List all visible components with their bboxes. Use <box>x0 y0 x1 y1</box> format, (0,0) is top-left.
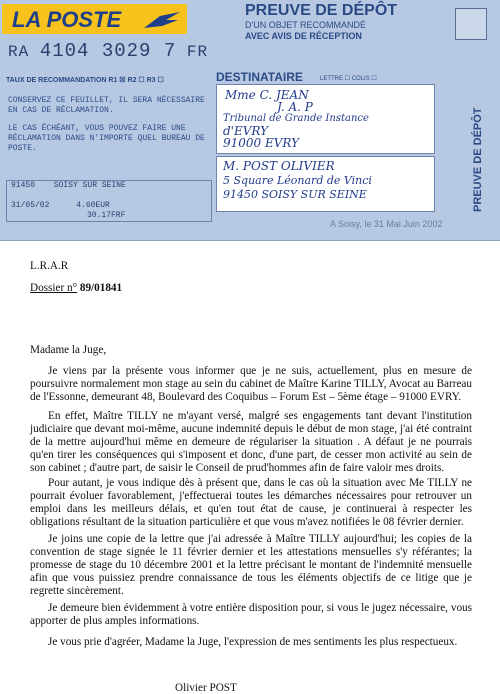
dossier-number: 89/01841 <box>79 282 123 294</box>
exp-line-3: 91450 SOISY SUR SEINE <box>223 188 367 201</box>
destinataire-options: LETTRE ☐ COLIS ☐ <box>320 76 377 82</box>
dest-line-1: Mme C. JEAN <box>225 88 309 102</box>
instruction-2: LE CAS ÉCHÉANT, VOUS POUVEZ FAIRE UNE RÉCLAMATION DANS N'IMPORTE QUEL BUREAU DE POSTE. <box>8 124 205 153</box>
lrar-line: L.R.A.R <box>30 260 69 272</box>
dest-line-3: Tribunal de Grande Instance <box>223 113 369 124</box>
dest-line-4: d'EVRY <box>223 124 268 138</box>
table-amount-frf: 30.17FRF <box>87 211 126 220</box>
table-amount: 4.60EUR <box>76 201 110 210</box>
dossier-label: Dossier n° <box>30 282 78 294</box>
exp-line-1: M. POST OLIVIER <box>223 159 335 173</box>
receipt-title: PREUVE DE DÉPÔT <box>245 2 398 19</box>
bird-icon <box>142 10 182 32</box>
receipt-subtitle-2: AVEC AVIS DE RÉCEPTION <box>245 31 362 41</box>
tracking-prefix: RA <box>8 43 30 61</box>
signature: Olivier POST <box>175 682 237 694</box>
tracking-digits: 4104 3029 7 <box>39 40 177 62</box>
stamp-box <box>455 8 487 40</box>
sender-address <box>216 156 435 212</box>
office-code: 91450 <box>11 181 36 190</box>
recipient-address <box>216 84 435 154</box>
side-label: PREUVE DE DÉPÔT <box>472 107 484 213</box>
tracking-suffix: FR <box>186 43 209 61</box>
paragraph-4: Je joins une copie de la lettre que j'ai adressée à Maître TILLY aujourd'hui; les copies de la convention de stage signée le 11 février dernier et les attestations mensuelles s'y référantes; la promesse de stage du 10 décembre 2001 et la lettre précisant le montant de l'indemnité mensuelle afin que vous puissiez prendre connaissance de tous les éléments objectifs de ce litige que je regrette sincèrement. <box>30 533 472 597</box>
receipt-subtitle-1: D'UN OBJET RECOMMANDÉ <box>245 20 367 30</box>
paragraph-1: Je viens par la présente vous informer que je ne suis, actuellement, plus en mesure de poursuivre normalement mon stage au sein du cabinet de Maître Karine TILLY, Avocat au Barreau de l'Essonne, demeurant 48, Boulevard des Coquibus – Forum Est – 5ème étage – 91000 EVRY. <box>30 365 472 403</box>
table-date: 31/05/02 <box>11 201 50 210</box>
dest-line-5: 91000 EVRY <box>223 136 300 150</box>
salutation: Madame la Juge, <box>30 344 107 356</box>
dossier-line <box>30 282 122 294</box>
paragraph-2: En effet, Maître TILLY ne m'ayant versé, malgré ses engagements tant devant l'institution judiciaire que devant moi-même, aucune indemnité depuis le début de mon stage, j'ai été contraint de la mettre aujourd'hui même en demeure de régulariser la situation . A défaut je ne pourrais qu'en tirer les conséquences qui s'imposent et donc, d'une part, de cesser mon activité au sein de son cabinet ; d'autre part, de saisir le Conseil de prud'hommes afin de faire valoir mes droits. <box>30 410 472 474</box>
paragraph-3: Pour autant, je vous indique dès à présent que, dans le cas où la situation avec Me TILLY ne pourrait évoluer favorablement, j'effectuerai toutes les démarches nécessaires pour retrouver un emploi dans les meilleurs délais, et qu'en tout état de cause, je continuerai à respecter les obligations résultant de la situation particulière et que vous m'avez notifiées le 08 février dernier. <box>30 477 472 528</box>
paragraph-5: Je demeure bien évidemment à votre entière disposition pour, si vous le jugez nécessaire, vous apporter de plus amples informations. <box>30 602 472 627</box>
recommande-receipt <box>0 0 500 241</box>
taux-recommandation: TAUX DE RECOMMANDATION R1 ☒ R2 ☐ R3 ☐ <box>6 77 164 84</box>
tracking-number <box>8 40 208 62</box>
la-poste-logo <box>2 4 187 34</box>
instructions <box>8 96 208 162</box>
instruction-1: CONSERVEZ CE FEUILLET, IL SERA NÉCESSAIRE EN CAS DE RÉCLAMATION. <box>8 96 205 115</box>
paragraph-6: Je vous prie d'agréer, Madame la Juge, l'expression de mes sentiments les plus respectueux. <box>48 636 458 648</box>
dest-line-2: J. A. P <box>277 100 313 114</box>
destinataire-label: DESTINATAIRE <box>216 70 303 84</box>
date-stamp: A Soisy, le 31 Mai Juin 2002 <box>330 219 443 229</box>
logo-text: LA POSTE <box>12 7 122 32</box>
office-name: SOISY SUR SEINE <box>53 181 126 190</box>
postage-table <box>6 180 212 222</box>
exp-line-2: 5 Square Léonard de Vinci <box>223 174 372 187</box>
